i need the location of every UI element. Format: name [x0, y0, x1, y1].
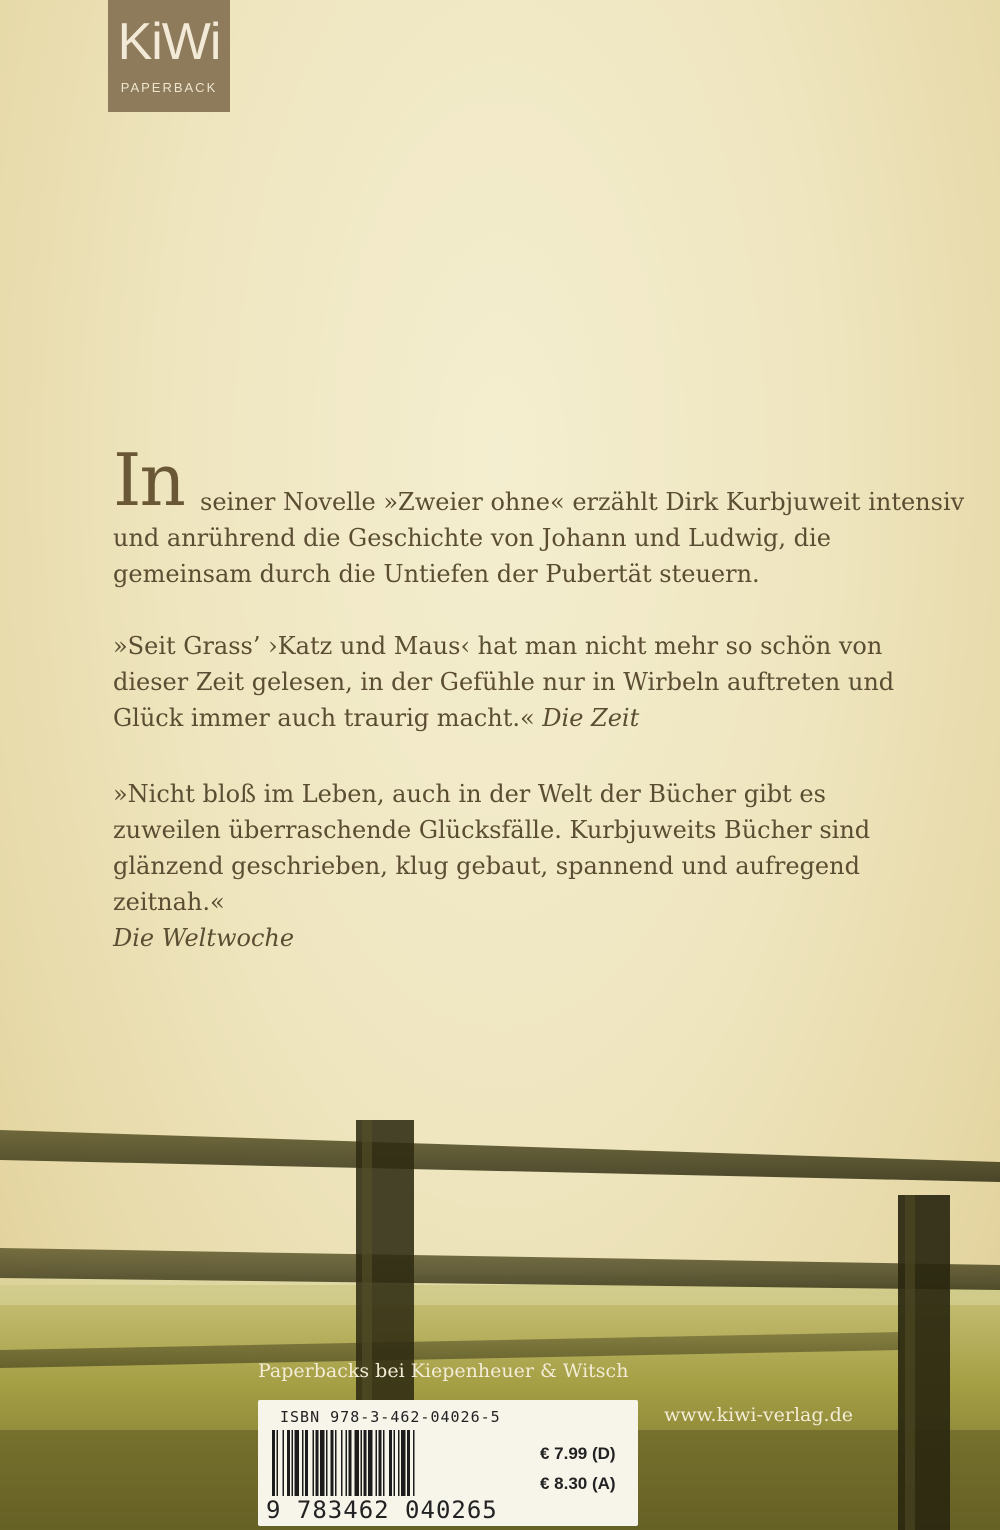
blurb-body: und anrührend die Geschichte von Johann und Ludwig, die gemeinsam durch die Untiefen der Pubertät steuern.	[113, 524, 831, 588]
fence-top-rail	[0, 1130, 1000, 1182]
price-austria: € 8.30 (A)	[540, 1474, 616, 1493]
price-germany: € 7.99 (D)	[540, 1444, 616, 1463]
review-quote-1	[113, 628, 933, 736]
blurb-dropcap: In	[113, 438, 184, 522]
isbn-number: ISBN 978-3-462-04026-5	[280, 1408, 501, 1426]
publisher-website: www.kiwi-verlag.de	[664, 1404, 853, 1426]
review-quote-2	[113, 776, 933, 956]
quote-text: »Seit Grass’ ›Katz und Maus‹ hat man nicht mehr so schön von dieser Zeit gelesen, in der Gefühle nur in Wirbeln auftreten und Glück immer auch traurig macht.«	[113, 632, 895, 732]
barcode-digits: 9 783462 040265	[266, 1496, 498, 1524]
blurb-first-line: seiner Novelle »Zweier ohne« erzählt Dirk Kurbjuweit intensiv	[200, 488, 965, 516]
kiwi-paperback-logo	[108, 0, 230, 112]
logo-brand-text: KiWi	[117, 13, 221, 71]
barcode-price-sticker	[258, 1400, 638, 1526]
quote-text: »Nicht bloß im Leben, auch in der Welt der Bücher gibt es zuweilen überraschende Glücksfälle. Kurbjuweits Bücher sind glänzend geschrieben, klug gebaut, spannend und aufregend zeitnah.«	[113, 780, 871, 916]
barcode-icon	[272, 1430, 512, 1496]
quote-source: Die Weltwoche	[113, 924, 295, 952]
logo-subtitle: PAPERBACK	[120, 80, 218, 95]
publisher-line: Paperbacks bei Kiepenheuer & Witsch	[258, 1360, 629, 1382]
quote-source: Die Zeit	[542, 704, 640, 732]
